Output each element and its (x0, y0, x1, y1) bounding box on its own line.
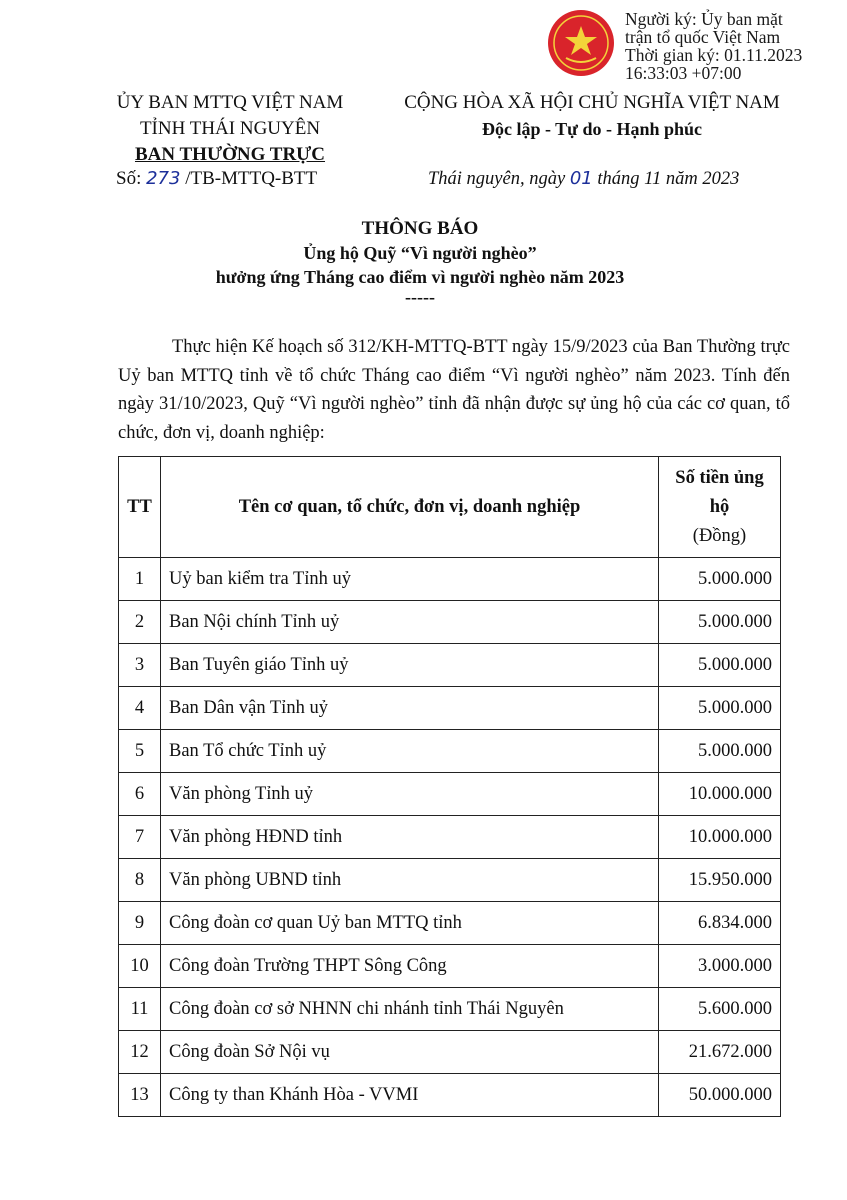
date-handwritten-day: 01 (569, 168, 593, 189)
title-separator: ----- (405, 287, 435, 307)
intro-text: Thực hiện Kế hoạch số 312/KH-MTTQ-BTT ngày 15/9/2023 của Ban Thường trực Uỷ ban MTTQ tỉnh về tổ chức Tháng cao điểm “Vì người nghèo” năm 2023. Tính đến ngày 31/10/2023, Quỹ “Vì người nghèo” tỉnh đã nhận được sự ủng hộ của các cơ quan, tổ chức, đơn vị, doanh nghiệp: (118, 337, 790, 443)
row-name-cell: Công đoàn Sở Nội vụ (161, 1031, 659, 1074)
row-tt-cell: 9 (119, 902, 161, 945)
row-name-cell: Công đoàn cơ quan Uỷ ban MTTQ tỉnh (161, 902, 659, 945)
row-name-cell: Văn phòng Tỉnh uỷ (161, 773, 659, 816)
row-name-cell: Văn phòng HĐND tỉnh (161, 816, 659, 859)
document-reference-number (116, 168, 317, 190)
signature-signer-line2: trận tổ quốc Việt Nam (625, 27, 781, 47)
row-name-cell: Công đoàn Trường THPT Sông Công (161, 945, 659, 988)
row-amount-cell: 5.000.000 (659, 644, 781, 687)
row-name-cell: Ban Nội chính Tỉnh uỷ (161, 601, 659, 644)
row-tt-cell: 11 (119, 988, 161, 1031)
signature-time-zone: 16:33:03 +07:00 (625, 63, 742, 83)
signature-signer-line1: Người ký: Ủy ban mặt (625, 9, 783, 29)
row-name-cell: Công đoàn cơ sở NHNN chi nhánh tỉnh Thái Nguyên (161, 988, 659, 1031)
row-amount-cell: 5.000.000 (659, 687, 781, 730)
row-amount-cell: 5.000.000 (659, 558, 781, 601)
row-name-cell: Ban Tuyên giáo Tỉnh uỷ (161, 644, 659, 687)
col-header-amount-label: Số tiền ủng hộ (675, 467, 764, 517)
col-header-name: Tên cơ quan, tổ chức, đơn vị, doanh nghiệp (161, 457, 659, 558)
title-line-1: THÔNG BÁO (361, 218, 479, 239)
row-amount-cell: 21.672.000 (659, 1031, 781, 1074)
issuing-organization (90, 90, 370, 168)
row-tt-cell: 1 (119, 558, 161, 601)
org-line-2: TỈNH THÁI NGUYÊN (139, 118, 321, 139)
national-motto: Độc lập - Tự do - Hạnh phúc (481, 119, 703, 139)
nation-name: CỘNG HÒA XÃ HỘI CHỦ NGHĨA VIỆT NAM (404, 92, 780, 113)
table-row (119, 1031, 781, 1074)
col-header-amount-unit: (Đồng) (692, 525, 747, 546)
col-header-amount (659, 457, 781, 558)
row-amount-cell: 5.000.000 (659, 601, 781, 644)
row-amount-cell: 15.950.000 (659, 859, 781, 902)
row-tt-cell: 4 (119, 687, 161, 730)
table-row (119, 644, 781, 687)
row-name-cell: Ban Dân vận Tỉnh uỷ (161, 687, 659, 730)
row-amount-cell: 10.000.000 (659, 816, 781, 859)
donations-table (118, 456, 781, 1117)
date-prefix: Thái nguyên, ngày (428, 169, 570, 189)
table-row (119, 601, 781, 644)
table-row (119, 859, 781, 902)
date-suffix: tháng 11 năm 2023 (592, 169, 740, 189)
table-header-row (119, 457, 781, 558)
title-line-2: Ủng hộ Quỹ “Vì người nghèo” (303, 243, 537, 263)
row-name-cell: Uỷ ban kiểm tra Tỉnh uỷ (161, 558, 659, 601)
org-line-1: ỦY BAN MTTQ VIỆT NAM (116, 92, 344, 113)
row-amount-cell: 10.000.000 (659, 773, 781, 816)
ref-prefix: Số: (116, 168, 147, 189)
org-line-3: BAN THƯỜNG TRỰC (134, 144, 326, 165)
row-name-cell: Công ty than Khánh Hòa - VVMI (161, 1074, 659, 1117)
row-amount-cell: 5.600.000 (659, 988, 781, 1031)
digital-signature-info (625, 10, 843, 82)
table-row (119, 988, 781, 1031)
document-title (150, 217, 690, 309)
ref-handwritten-number: 273 (146, 168, 181, 189)
title-line-3: hưởng ứng Tháng cao điểm vì người nghèo năm 2023 (215, 267, 625, 287)
row-amount-cell: 3.000.000 (659, 945, 781, 988)
row-tt-cell: 8 (119, 859, 161, 902)
row-tt-cell: 7 (119, 816, 161, 859)
row-tt-cell: 5 (119, 730, 161, 773)
row-tt-cell: 10 (119, 945, 161, 988)
table-row (119, 816, 781, 859)
signature-seal-icon (546, 8, 616, 78)
row-tt-cell: 2 (119, 601, 161, 644)
col-header-tt: TT (119, 457, 161, 558)
row-tt-cell: 13 (119, 1074, 161, 1117)
row-name-cell: Văn phòng UBND tỉnh (161, 859, 659, 902)
national-header (382, 90, 802, 142)
row-amount-cell: 6.834.000 (659, 902, 781, 945)
table-row (119, 773, 781, 816)
intro-paragraph (118, 333, 790, 447)
table-row (119, 902, 781, 945)
table-row (119, 1074, 781, 1117)
row-tt-cell: 6 (119, 773, 161, 816)
row-amount-cell: 5.000.000 (659, 730, 781, 773)
table-row (119, 730, 781, 773)
row-tt-cell: 12 (119, 1031, 161, 1074)
table-row (119, 687, 781, 730)
table-body (119, 558, 781, 1117)
row-name-cell: Ban Tổ chức Tỉnh uỷ (161, 730, 659, 773)
row-amount-cell: 50.000.000 (659, 1074, 781, 1117)
ref-suffix: /TB-MTTQ-BTT (180, 168, 318, 189)
document-date (428, 168, 739, 190)
table-row (119, 945, 781, 988)
signature-time-line: Thời gian ký: 01.11.2023 (625, 45, 803, 65)
table-row (119, 558, 781, 601)
row-tt-cell: 3 (119, 644, 161, 687)
